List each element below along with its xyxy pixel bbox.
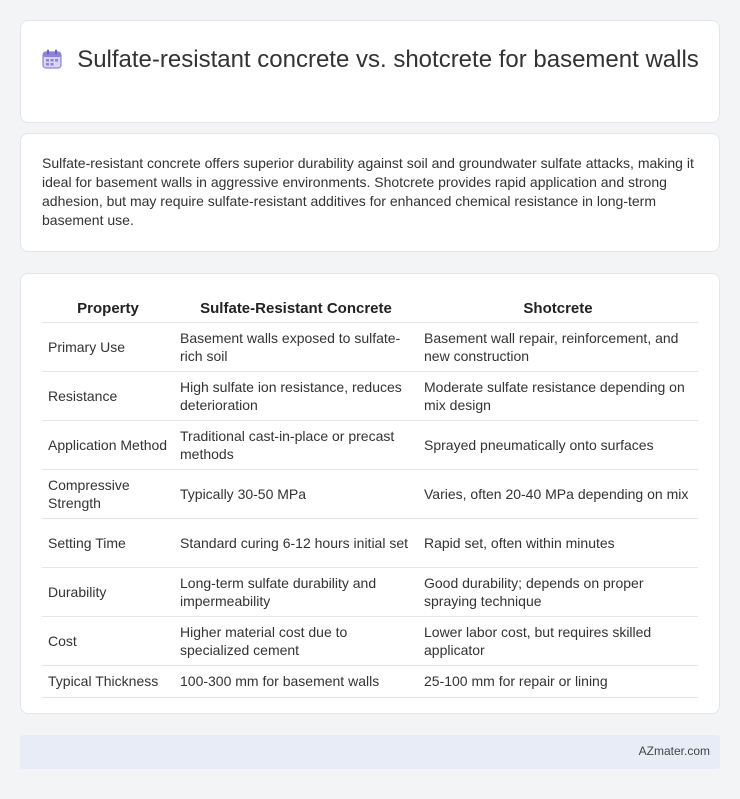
page-title: Sulfate-resistant concrete vs. shotcrete for basement walls (77, 46, 699, 73)
table-row (42, 616, 698, 665)
concrete-cell: Standard curing 6-12 hours initial set (174, 518, 418, 567)
footer-bar (20, 735, 720, 769)
row-label: Application Method (42, 420, 174, 469)
shotcrete-cell: 25-100 mm for repair or lining (418, 665, 698, 697)
shotcrete-cell: Lower labor cost, but requires skilled applicator (418, 616, 698, 665)
row-label: Cost (42, 616, 174, 665)
table-row (42, 420, 698, 469)
concrete-cell: 100-300 mm for basement walls (174, 665, 418, 697)
shotcrete-cell: Good durability; depends on proper spraying technique (418, 567, 698, 616)
row-label: Typical Thickness (42, 665, 174, 697)
header-shotcrete: Shotcrete (418, 295, 698, 322)
concrete-cell: Traditional cast-in-place or precast methods (174, 420, 418, 469)
row-label: Resistance (42, 371, 174, 420)
intro-paragraph: Sulfate-resistant concrete offers superior durability against soil and groundwater sulfate attacks, making it ideal for basement walls in aggressive environments. Shotcrete provides rapid application and strong adhesion, but may require sulfate-resistant additives for enhanced chemical resistance in long-term basement use. (42, 155, 694, 228)
shotcrete-cell: Moderate sulfate resistance depending on mix design (418, 371, 698, 420)
concrete-cell: Typically 30-50 MPa (174, 469, 418, 518)
table-row (42, 322, 698, 371)
concrete-cell: High sulfate ion resistance, reduces deterioration (174, 371, 418, 420)
concrete-cell: Higher material cost due to specialized cement (174, 616, 418, 665)
footer-brand-link[interactable]: AZmater.com (638, 744, 710, 758)
shotcrete-cell: Sprayed pneumatically onto surfaces (418, 420, 698, 469)
page-title-wrap (21, 45, 719, 75)
calendar-icon (41, 48, 63, 70)
table-row (42, 371, 698, 420)
header-property: Property (42, 295, 174, 322)
table-row (42, 665, 698, 697)
header-sulfate-resistant-concrete: Sulfate-Resistant Concrete (174, 295, 418, 322)
row-label: Setting Time (42, 518, 174, 567)
table-row (42, 469, 698, 518)
comparison-table (42, 295, 698, 698)
title-card (20, 20, 720, 123)
row-label: Compressive Strength (42, 469, 174, 518)
table-header-row (42, 295, 698, 322)
comparison-card (20, 273, 720, 714)
table-row (42, 567, 698, 616)
shotcrete-cell: Basement wall repair, reinforcement, and new construction (418, 322, 698, 371)
table-row (42, 518, 698, 567)
shotcrete-cell: Varies, often 20-40 MPa depending on mix (418, 469, 698, 518)
intro-card (20, 133, 720, 252)
concrete-cell: Basement walls exposed to sulfate-rich soil (174, 322, 418, 371)
row-label: Primary Use (42, 322, 174, 371)
shotcrete-cell: Rapid set, often within minutes (418, 518, 698, 567)
row-label: Durability (42, 567, 174, 616)
concrete-cell: Long-term sulfate durability and impermeability (174, 567, 418, 616)
